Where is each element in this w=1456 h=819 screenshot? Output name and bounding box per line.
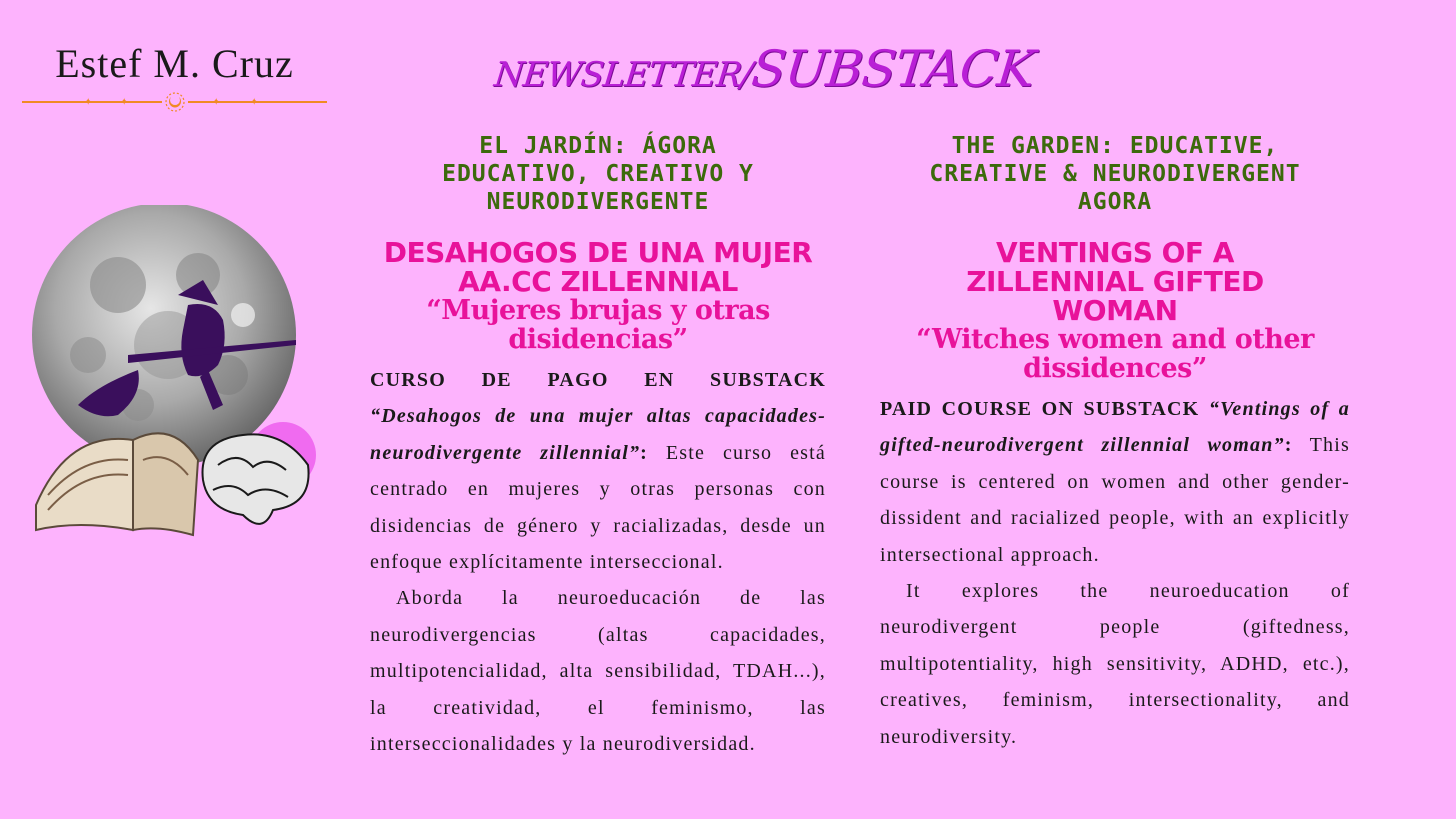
lead-colon-es: : [640, 441, 649, 464]
brand-divider [22, 89, 327, 113]
newsletter-title [492, 40, 1037, 98]
star-ornament-icon: ✦ [250, 97, 259, 108]
description-es [370, 362, 826, 762]
vent-subtitle-es: “Mujeres brujas y otras disidencias” [426, 295, 770, 355]
newsletter-title-part1: NEWSLETTER/ [492, 55, 754, 95]
english-column [880, 132, 1350, 755]
vent-title-es: DESAHOGOS DE UNA MUJER AA.CC ZILLENNIAL [383, 236, 813, 298]
vent-subtitle-en: “Witches women and other dissidences” [916, 324, 1314, 384]
lead-bold-en: PAID COURSE ON SUBSTACK [880, 398, 1200, 420]
garden-title-en: THE GARDEN: EDUCATIVE, CREATIVE & NEURODIVERGENT AGORA [929, 133, 1301, 215]
lead-italic-en: “Ventings of a gifted-neurodivergent zillennial woman” [880, 398, 1350, 457]
para2-es: Aborda la neuroeducación de las neurodivergencias (altas capacidades, multipotencialidad, alta sensibilidad, TDAH...), la creatividad, el feminismo, las interseccionalidades y la neurodiversidad. [370, 587, 826, 756]
moon-icon [32, 205, 296, 467]
star-ornament-icon: ✦ [212, 97, 221, 108]
garden-title-es: EL JARDÍN: ÁGORA EDUCATIVO, CREATIVO Y NEURODIVERGENTE [442, 133, 754, 215]
para1-es: Este curso está centrado en mujeres y otras personas con disidencias de género y racializadas, desde un enfoque explícitamente interseccional. [370, 441, 826, 574]
description-en [880, 391, 1350, 755]
star-ornament-icon: ✦ [84, 97, 93, 108]
illustration [28, 205, 328, 545]
brand-logo [22, 40, 327, 113]
para1-en: This course is centered on women and other gender-dissident and racialized people, with an explicitly intersectional approach. [880, 434, 1350, 566]
lead-italic-es: “Desahogos de una mujer altas capacidades-neurodivergente zillennial” [370, 405, 826, 464]
lead-paragraph-en [880, 391, 1350, 573]
lead-bold-es: CURSO DE PAGO EN SUBSTACK [370, 369, 826, 391]
vent-title-en: VENTINGS OF A ZILLENNIAL GIFTED WOMAN [966, 236, 1264, 327]
para2-en: It explores the neuroeducation of neurodivergent people (giftedness, multipotentiality, high sensitivity, ADHD, etc.), creatives, feminism, intersectionality, and neurodiversity. [880, 580, 1350, 748]
star-ornament-icon: ✦ [120, 97, 129, 108]
spanish-column [370, 132, 826, 762]
lead-paragraph-es [370, 362, 826, 580]
brand-name: Estef M. Cruz [55, 41, 294, 86]
crescent-moon-icon [162, 89, 188, 115]
book-icon [36, 433, 198, 535]
lead-colon-en: : [1284, 434, 1293, 457]
newsletter-title-part2: SUBSTACK [749, 40, 1037, 98]
